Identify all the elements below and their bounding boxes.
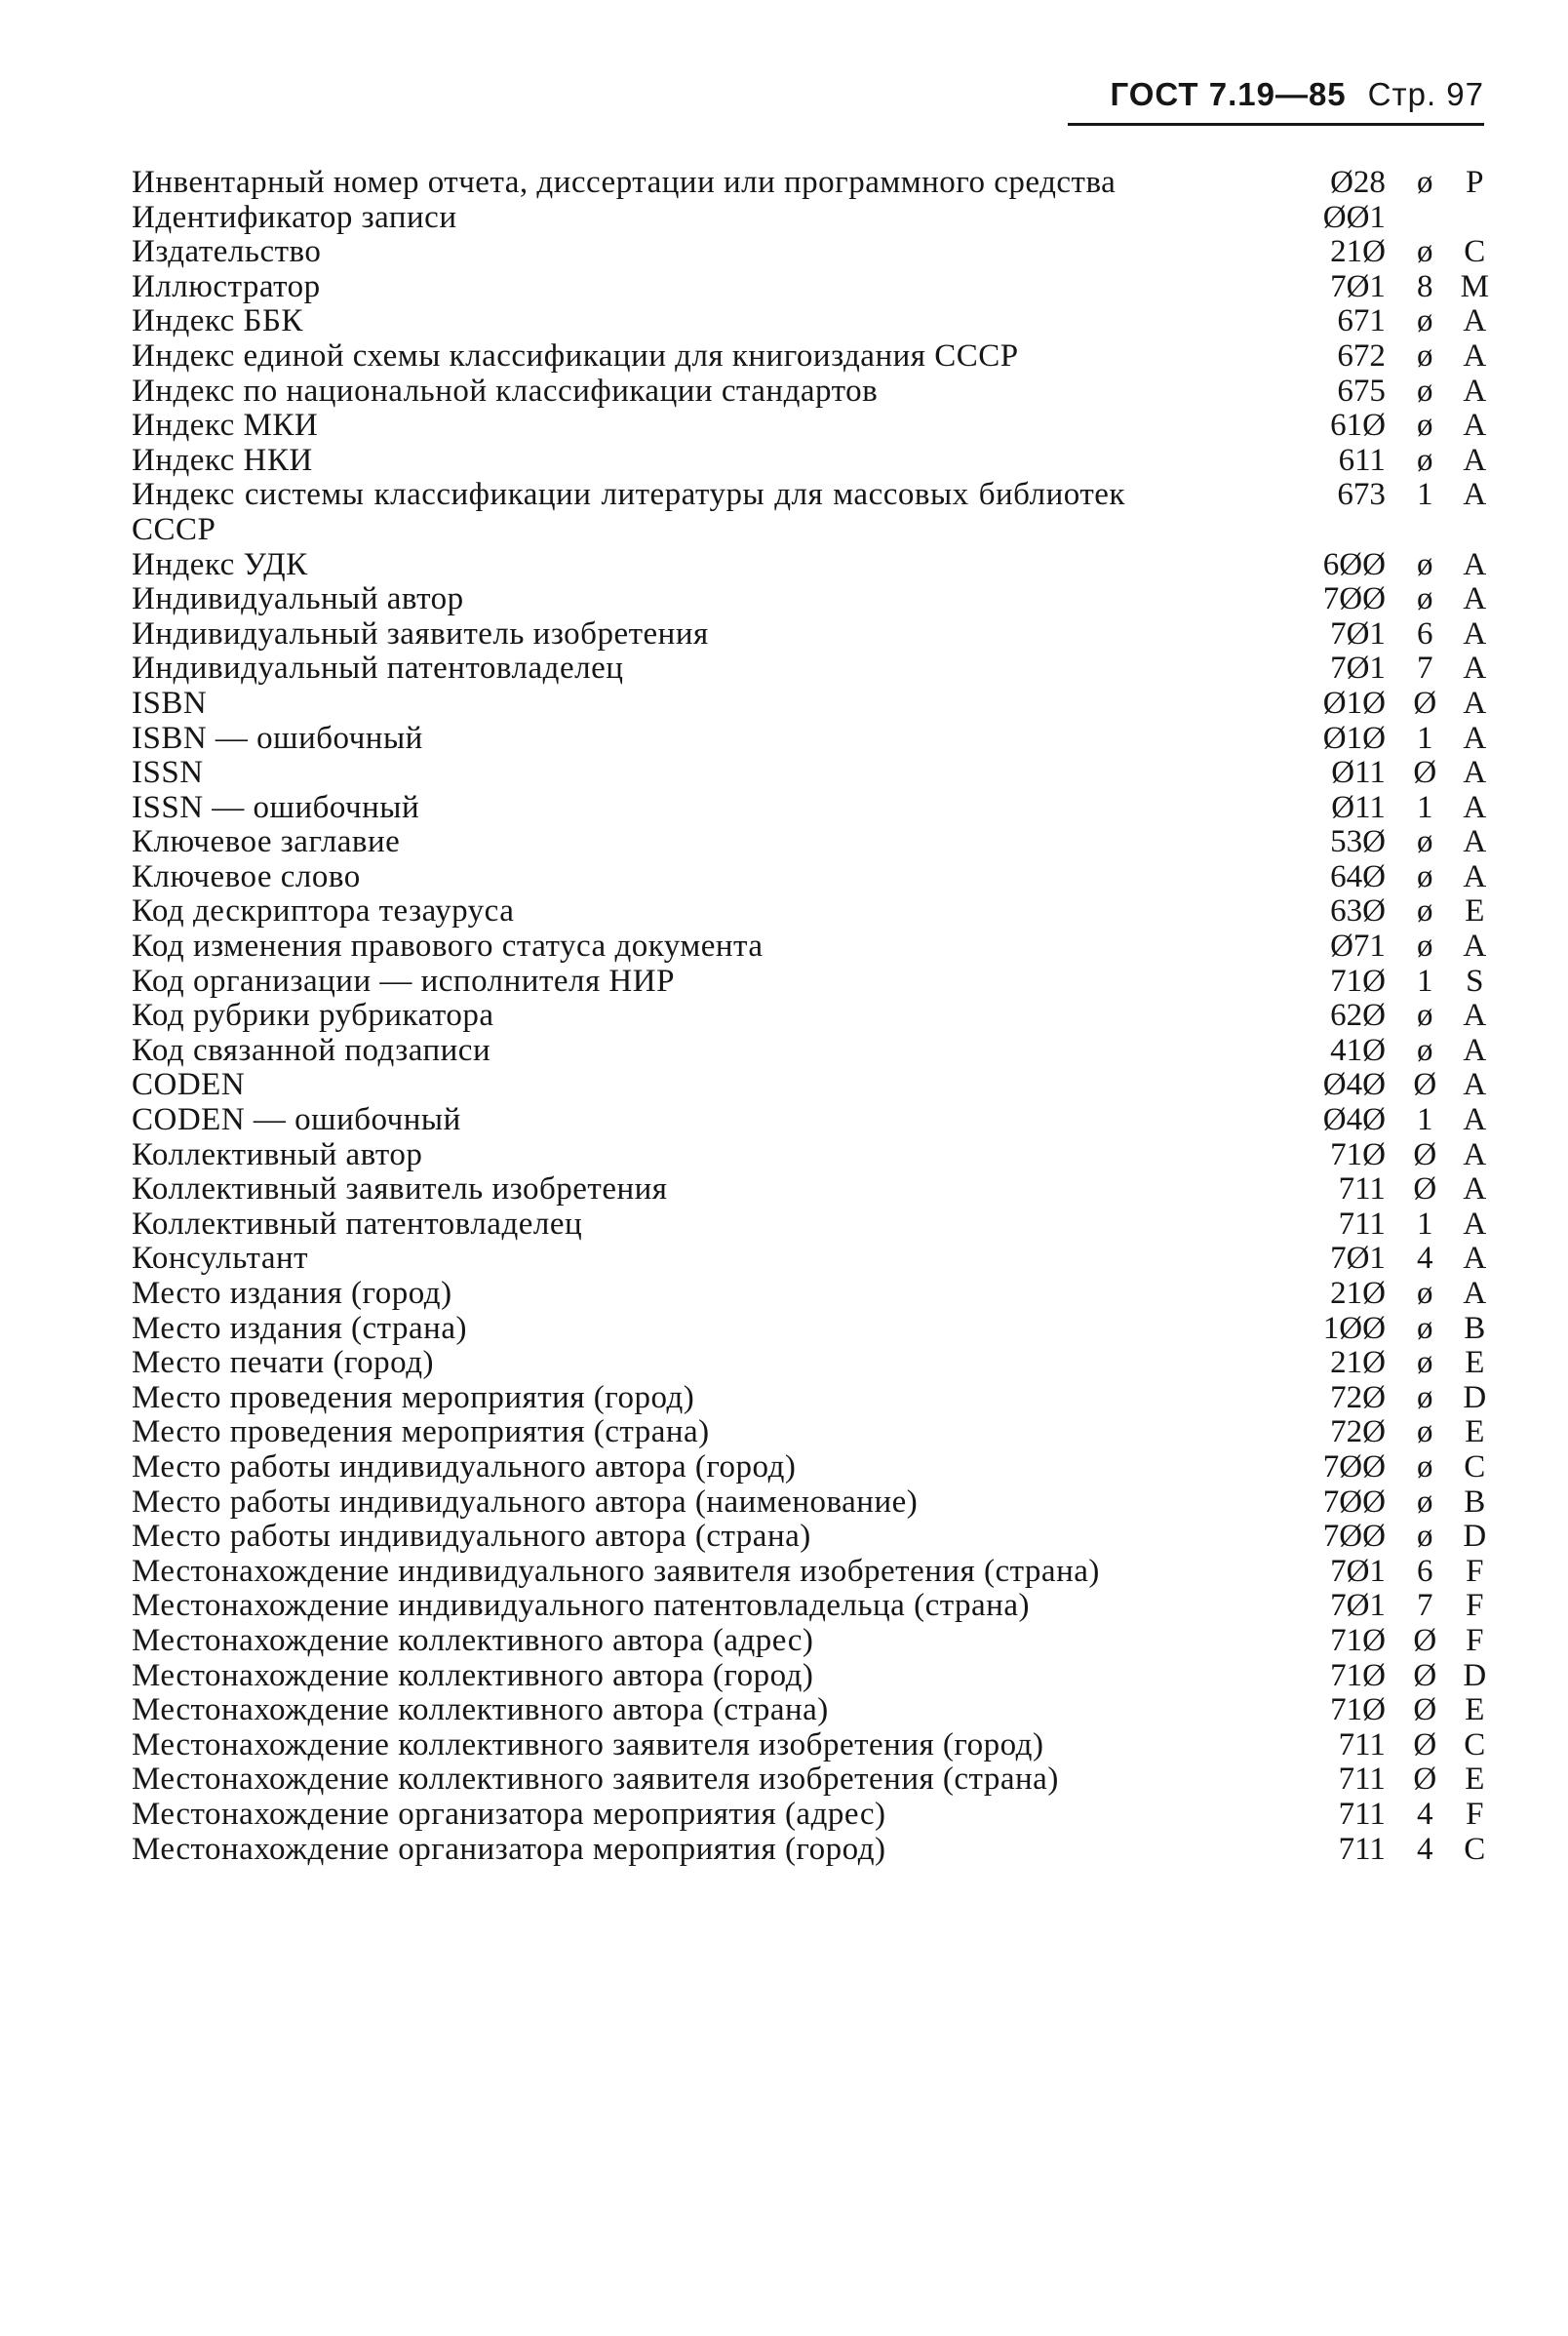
index-entry (132, 1103, 1497, 1138)
field-tag: ØØ1 (1322, 199, 1386, 235)
indicator: 1 (1417, 1102, 1433, 1138)
subfield-code: E (1465, 1762, 1485, 1798)
index-list (132, 166, 1497, 1867)
indicator: 6 (1417, 1553, 1433, 1589)
field-tag: 53Ø (1330, 824, 1386, 860)
index-entry (132, 894, 1497, 930)
subfield-code: A (1463, 1171, 1487, 1208)
entry-term: Местонахождение организатора мероприятия (адрес) (132, 1796, 886, 1832)
subfield-code: E (1465, 1414, 1485, 1450)
subfield-code: A (1463, 1032, 1487, 1068)
index-entry (132, 1659, 1497, 1694)
entry-term: Местонахождение коллективного заявителя изобретения (страна) (132, 1762, 1059, 1798)
subfield-code: F (1466, 1588, 1484, 1624)
running-header (1063, 76, 1484, 113)
index-entry (132, 375, 1497, 410)
subfield-code: E (1465, 1345, 1485, 1381)
entry-term: Ключевое слово (132, 858, 361, 894)
entry-term: Коллективный автор (132, 1136, 423, 1172)
index-entry (132, 860, 1497, 895)
entry-term: Местонахождение индивидуального заявителя изобретения (страна) (132, 1553, 1100, 1589)
indicator: 4 (1417, 1831, 1433, 1867)
indicator: 4 (1417, 1796, 1433, 1832)
index-entry (132, 652, 1497, 687)
indicator: ø (1417, 408, 1433, 444)
subfield-code: E (1465, 893, 1485, 930)
field-tag: 7Ø1 (1330, 1588, 1386, 1624)
index-entry (132, 1068, 1497, 1103)
subfield-code: A (1463, 824, 1487, 860)
indicator: ø (1417, 1379, 1433, 1415)
field-tag: 711 (1338, 1762, 1386, 1798)
field-tag: 7ØØ (1322, 1484, 1386, 1520)
subfield-code: A (1463, 651, 1487, 687)
entry-term: Местонахождение индивидуального патентовладельца (страна) (132, 1588, 1030, 1624)
indicator: ø (1417, 998, 1433, 1034)
entry-term: Индивидуальный патентовладелец (132, 651, 624, 687)
field-tag: Ø1Ø (1322, 720, 1386, 756)
subfield-code: A (1463, 998, 1487, 1034)
field-tag: 711 (1338, 1171, 1386, 1208)
indicator: ø (1417, 1519, 1433, 1555)
index-entry (132, 791, 1497, 826)
field-tag: 71Ø (1330, 963, 1386, 999)
index-entry (132, 1138, 1497, 1173)
indicator: ø (1417, 1276, 1433, 1311)
entry-term: Место проведения мероприятия (город) (132, 1379, 695, 1415)
indicator: 7 (1417, 1588, 1433, 1624)
index-entry (132, 270, 1497, 305)
indicator: ø (1417, 337, 1433, 374)
subfield-code: D (1463, 1657, 1487, 1693)
field-tag: 711 (1338, 1726, 1386, 1762)
indicator: Ø (1413, 1067, 1437, 1103)
index-entry (132, 756, 1497, 791)
index-entry (132, 930, 1497, 965)
entry-term: Местонахождение коллективного автора (адрес) (132, 1622, 814, 1658)
subfield-code: B (1464, 1310, 1486, 1346)
field-tag: Ø4Ø (1322, 1102, 1386, 1138)
field-tag: 7Ø1 (1330, 1553, 1386, 1589)
index-entry (132, 687, 1497, 722)
subfield-code: P (1466, 165, 1484, 200)
subfield-code: A (1463, 755, 1487, 791)
entry-term: CODEN — ошибочный (132, 1102, 461, 1138)
field-tag: 673 (1337, 477, 1386, 513)
subfield-code: D (1463, 1519, 1487, 1555)
entry-term: Инвентарный номер отчета, диссертации или программного средства (132, 165, 1117, 200)
field-tag: Ø11 (1331, 755, 1386, 791)
subfield-code: A (1463, 1067, 1487, 1103)
index-entry (132, 304, 1497, 339)
indicator: ø (1417, 581, 1433, 617)
indicator: ø (1417, 1414, 1433, 1450)
field-tag: Ø4Ø (1322, 1067, 1386, 1103)
indicator: 4 (1417, 1241, 1433, 1277)
indicator: 8 (1417, 268, 1433, 304)
field-tag: 63Ø (1330, 893, 1386, 930)
entry-term: Код дескриптора тезауруса (132, 893, 515, 930)
subfield-code: A (1463, 685, 1487, 721)
entry-term: Код рубрики рубрикатора (132, 998, 494, 1034)
subfield-code: A (1463, 581, 1487, 617)
subfield-code: A (1463, 1276, 1487, 1311)
field-tag: 7Ø1 (1330, 615, 1386, 652)
indicator: ø (1417, 165, 1433, 200)
index-entry (132, 1833, 1497, 1868)
field-tag: 41Ø (1330, 1032, 1386, 1068)
entry-term: Индивидуальный заявитель изобретения (132, 615, 709, 652)
indicator: ø (1417, 858, 1433, 894)
entry-term: Индивидуальный автор (132, 581, 464, 617)
indicator: ø (1417, 1484, 1433, 1520)
indicator: ø (1417, 1448, 1433, 1485)
field-tag: 71Ø (1330, 1692, 1386, 1728)
subfield-code: F (1466, 1622, 1484, 1658)
entry-term: Издательство (132, 234, 322, 270)
indicator: Ø (1413, 1657, 1437, 1693)
field-tag: 7Ø1 (1330, 1241, 1386, 1277)
index-entry (132, 825, 1497, 860)
indicator: Ø (1413, 1692, 1437, 1728)
index-entry (132, 339, 1497, 375)
field-tag: Ø11 (1331, 789, 1386, 825)
indicator: ø (1417, 929, 1433, 965)
indicator: ø (1417, 442, 1433, 478)
entry-term: Индекс ББК (132, 303, 303, 339)
entry-term: Место работы индивидуального автора (город) (132, 1448, 797, 1485)
subfield-code: F (1466, 1796, 1484, 1832)
indicator: Ø (1413, 1726, 1437, 1762)
entry-term: Индекс НКИ (132, 442, 313, 478)
index-entry (132, 1034, 1497, 1069)
subfield-code: A (1463, 1102, 1487, 1138)
entry-term: CODEN (132, 1067, 246, 1103)
indicator: ø (1417, 824, 1433, 860)
field-tag: 675 (1337, 373, 1386, 409)
index-entry (132, 1624, 1497, 1659)
field-tag: 7ØØ (1322, 581, 1386, 617)
entry-term: Идентификатор записи (132, 199, 457, 235)
entry-term: Индекс системы классификации литературы для массовых библиотек СССР (132, 477, 1125, 547)
index-entry (132, 582, 1497, 617)
index-entry (132, 166, 1497, 201)
indicator: 7 (1417, 651, 1433, 687)
subfield-code: C (1464, 234, 1486, 270)
indicator: 1 (1417, 720, 1433, 756)
indicator: Ø (1413, 1622, 1437, 1658)
subfield-code: S (1466, 963, 1484, 999)
field-tag: Ø71 (1330, 929, 1386, 965)
indicator: ø (1417, 1345, 1433, 1381)
entry-term: Код связанной подзаписи (132, 1032, 491, 1068)
index-entry (132, 1172, 1497, 1208)
index-entry (132, 478, 1497, 547)
subfield-code: M (1460, 268, 1489, 304)
index-entry (132, 444, 1497, 479)
entry-term: Индекс УДК (132, 546, 308, 582)
index-entry (132, 1381, 1497, 1416)
index-entry (132, 1277, 1497, 1312)
entry-term: Местонахождение коллективного заявителя изобретения (город) (132, 1726, 1044, 1762)
indicator: ø (1417, 546, 1433, 582)
field-tag: 7Ø1 (1330, 651, 1386, 687)
indicator: Ø (1413, 755, 1437, 791)
field-tag: 21Ø (1330, 1345, 1386, 1381)
entry-term: Код изменения правового статуса документа (132, 929, 764, 965)
indicator: 1 (1417, 789, 1433, 825)
field-tag: 7ØØ (1322, 1519, 1386, 1555)
subfield-code: A (1463, 1241, 1487, 1277)
field-tag: 671 (1337, 303, 1386, 339)
field-tag: 1ØØ (1322, 1310, 1386, 1346)
field-tag: 64Ø (1330, 858, 1386, 894)
field-tag: 21Ø (1330, 234, 1386, 270)
index-entry (132, 1242, 1497, 1277)
index-entry (132, 548, 1497, 583)
field-tag: 672 (1337, 337, 1386, 374)
index-entry (132, 1798, 1497, 1833)
field-tag: Ø28 (1330, 165, 1386, 200)
entry-term: Консультант (132, 1241, 309, 1277)
subfield-code: A (1463, 1206, 1487, 1242)
indicator: 1 (1417, 477, 1433, 513)
indicator: ø (1417, 303, 1433, 339)
field-tag: 71Ø (1330, 1622, 1386, 1658)
entry-term: Место работы индивидуального автора (наименование) (132, 1484, 919, 1520)
indicator: ø (1417, 373, 1433, 409)
indicator: ø (1417, 1310, 1433, 1346)
subfield-code: C (1464, 1831, 1486, 1867)
indicator: ø (1417, 234, 1433, 270)
subfield-code: A (1463, 477, 1487, 513)
field-tag: 711 (1338, 1796, 1386, 1832)
index-entry (132, 1693, 1497, 1728)
subfield-code: A (1463, 303, 1487, 339)
entry-term: Местонахождение организатора мероприятия (город) (132, 1831, 886, 1867)
index-entry (132, 617, 1497, 653)
subfield-code: A (1463, 615, 1487, 652)
entry-term: Коллективный заявитель изобретения (132, 1171, 668, 1208)
index-entry (132, 1589, 1497, 1624)
subfield-code: D (1463, 1379, 1487, 1415)
header-rule (1068, 123, 1484, 126)
entry-term: ISSN — ошибочный (132, 789, 420, 825)
index-entry (132, 1762, 1497, 1798)
subfield-code: A (1463, 546, 1487, 582)
field-tag: 711 (1338, 1831, 1386, 1867)
entry-term: ISSN (132, 755, 204, 791)
entry-term: ISBN — ошибочный (132, 720, 423, 756)
index-entry (132, 1520, 1497, 1555)
field-tag: 71Ø (1330, 1657, 1386, 1693)
indicator: Ø (1413, 1762, 1437, 1798)
field-tag: 21Ø (1330, 1276, 1386, 1311)
index-entry (132, 1346, 1497, 1381)
subfield-code: E (1465, 1692, 1485, 1728)
index-entry (132, 1450, 1497, 1485)
entry-term: Индекс МКИ (132, 408, 319, 444)
subfield-code: A (1463, 929, 1487, 965)
subfield-code: A (1463, 408, 1487, 444)
entry-term: Место издания (город) (132, 1276, 452, 1311)
subfield-code: A (1463, 1136, 1487, 1172)
entry-term: Код организации — исполнителя НИР (132, 963, 675, 999)
index-entry (132, 722, 1497, 757)
subfield-code: A (1463, 373, 1487, 409)
subfield-code: A (1463, 442, 1487, 478)
entry-term: Местонахождение коллективного автора (страна) (132, 1692, 829, 1728)
subfield-code: A (1463, 337, 1487, 374)
subfield-code: B (1464, 1484, 1486, 1520)
subfield-code: C (1464, 1448, 1486, 1485)
field-tag: Ø1Ø (1322, 685, 1386, 721)
field-tag: 611 (1338, 442, 1386, 478)
field-tag: 72Ø (1330, 1414, 1386, 1450)
indicator: Ø (1413, 685, 1437, 721)
index-entry (132, 1485, 1497, 1521)
indicator: 6 (1417, 615, 1433, 652)
entry-term: Местонахождение коллективного автора (город) (132, 1657, 814, 1693)
standard-number: ГОСТ 7.19—85 (1110, 76, 1347, 112)
index-entry (132, 201, 1497, 236)
index-entry (132, 965, 1497, 1000)
entry-term: ISBN (132, 685, 208, 721)
subfield-code: C (1464, 1726, 1486, 1762)
subfield-code: A (1463, 858, 1487, 894)
entry-term: Ключевое заглавие (132, 824, 401, 860)
field-tag: 7ØØ (1322, 1448, 1386, 1485)
subfield-code: F (1466, 1553, 1484, 1589)
subfield-code: A (1463, 789, 1487, 825)
entry-term: Коллективный патентовладелец (132, 1206, 583, 1242)
index-entry (132, 999, 1497, 1034)
index-entry (132, 1312, 1497, 1347)
entry-term: Место проведения мероприятия (страна) (132, 1414, 710, 1450)
entry-term: Место работы индивидуального автора (страна) (132, 1519, 811, 1555)
indicator: Ø (1413, 1171, 1437, 1208)
indicator: Ø (1413, 1136, 1437, 1172)
indicator: 1 (1417, 963, 1433, 999)
entry-term: Иллюстратор (132, 268, 321, 304)
field-tag: 62Ø (1330, 998, 1386, 1034)
entry-term: Индекс по национальной классификации стандартов (132, 373, 879, 409)
indicator: ø (1417, 893, 1433, 930)
entry-term: Место издания (страна) (132, 1310, 467, 1346)
index-entry (132, 1208, 1497, 1243)
index-entry (132, 1555, 1497, 1590)
index-entry (132, 235, 1497, 270)
index-entry (132, 1415, 1497, 1450)
indicator: 1 (1417, 1206, 1433, 1242)
field-tag: 61Ø (1330, 408, 1386, 444)
field-tag: 71Ø (1330, 1136, 1386, 1172)
index-entry (132, 409, 1497, 444)
entry-term: Индекс единой схемы классификации для книгоиздания СССР (132, 337, 1019, 374)
field-tag: 6ØØ (1322, 546, 1386, 582)
indicator: ø (1417, 1032, 1433, 1068)
field-tag: 72Ø (1330, 1379, 1386, 1415)
page-number: Стр. 97 (1367, 76, 1484, 112)
field-tag: 7Ø1 (1330, 268, 1386, 304)
subfield-code: A (1463, 720, 1487, 756)
index-entry (132, 1728, 1497, 1763)
entry-term: Место печати (город) (132, 1345, 434, 1381)
field-tag: 711 (1338, 1206, 1386, 1242)
